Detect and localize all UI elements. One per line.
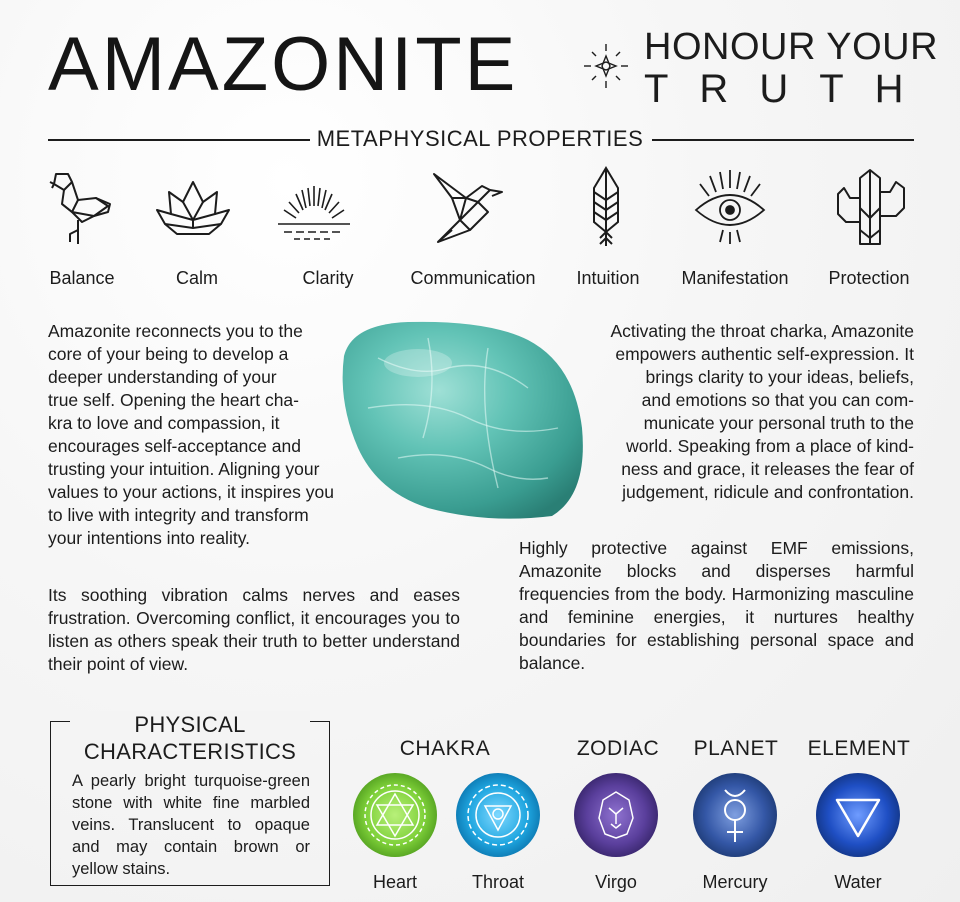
divider-left: [48, 139, 310, 141]
paragraph-right-2: Highly protective against EMF emissions, Amazonite blocks and disperses harmful frequencies from the body. Harmonizing masculine and feminine energies, it nurtures healthy boundaries for establishing personal space and balance.: [519, 538, 914, 673]
badge-label-virgo: Virgo: [595, 872, 637, 892]
badge-label-mercury: Mercury: [702, 872, 768, 892]
paragraph-right-1: Activating the throat charka, Amazonite empowers authentic self-expression. It brings clarity to your ideas, beliefs, and emotions so that you can com- municate your personal truth to the world. Speaking from a place of kind- ness and grace, it releases the fear of judgement, ridicule and confrontation.: [610, 321, 914, 502]
cactus-icon: [830, 168, 910, 248]
chakra-heading: CHAKRA: [399, 737, 491, 760]
zodiac-heading: ZODIAC: [576, 737, 660, 760]
dove-icon: [430, 168, 510, 248]
physical-title-line-1: PHYSICAL: [134, 712, 246, 737]
heart-chakra-icon: [352, 772, 438, 858]
throat-chakra-icon: [455, 772, 541, 858]
eye-icon: [690, 164, 770, 244]
paragraph-left-2: Its soothing vibration calms nerves and eases frustration. Overcoming conflict, it encourages you to listen as others speak their truth to better understand their point of view.: [48, 585, 460, 674]
property-label-calm: Calm: [175, 268, 218, 288]
planet-heading: PLANET: [693, 737, 779, 760]
subtitle-line-1: HONOUR YOUR: [644, 26, 939, 68]
physical-title-line-2: CHARACTERISTICS: [83, 739, 297, 764]
element-heading: ELEMENT: [807, 737, 911, 760]
property-label-intuition: Intuition: [576, 268, 640, 288]
metaphysical-heading: METAPHYSICAL PROPERTIES: [316, 126, 644, 151]
rising-sun-icon: [274, 172, 354, 252]
subtitle-line-2: TRUTH: [644, 67, 935, 111]
feather-icon: [566, 166, 646, 246]
badge-label-heart: Heart: [372, 872, 417, 892]
property-label-manifestation: Manifestation: [681, 268, 789, 288]
property-label-communication: Communication: [410, 268, 536, 288]
lotus-icon: [153, 168, 233, 248]
water-element-icon: [815, 772, 901, 858]
property-label-balance: Balance: [49, 268, 115, 288]
mercury-icon: [692, 772, 778, 858]
divider-right: [652, 139, 914, 141]
badge-label-throat: Throat: [471, 872, 525, 892]
page-title: AMAZONITE: [48, 22, 519, 107]
badge-label-water: Water: [834, 872, 882, 892]
virgo-icon: [573, 772, 659, 858]
physical-characteristics-title: [70, 711, 310, 765]
sparkle-icon: [580, 40, 632, 92]
flamingo-icon: [42, 168, 122, 248]
property-label-clarity: Clarity: [302, 268, 354, 288]
physical-characteristics-text: A pearly bright turquoise-green stone with white fine marbled veins. Translucent to opaque and may contain brown or yellow stains.: [72, 772, 310, 878]
property-label-protection: Protection: [828, 268, 910, 288]
paragraph-left-1: Amazonite reconnects you to the core of your being to develop a deeper understanding of your true self. Opening the heart cha- kra to love and compassion, it encourages self-acceptance and trusting your intuition. Aligning your values to your actions, it inspires you to live with integrity and transform your intentions into reality.: [48, 321, 334, 548]
